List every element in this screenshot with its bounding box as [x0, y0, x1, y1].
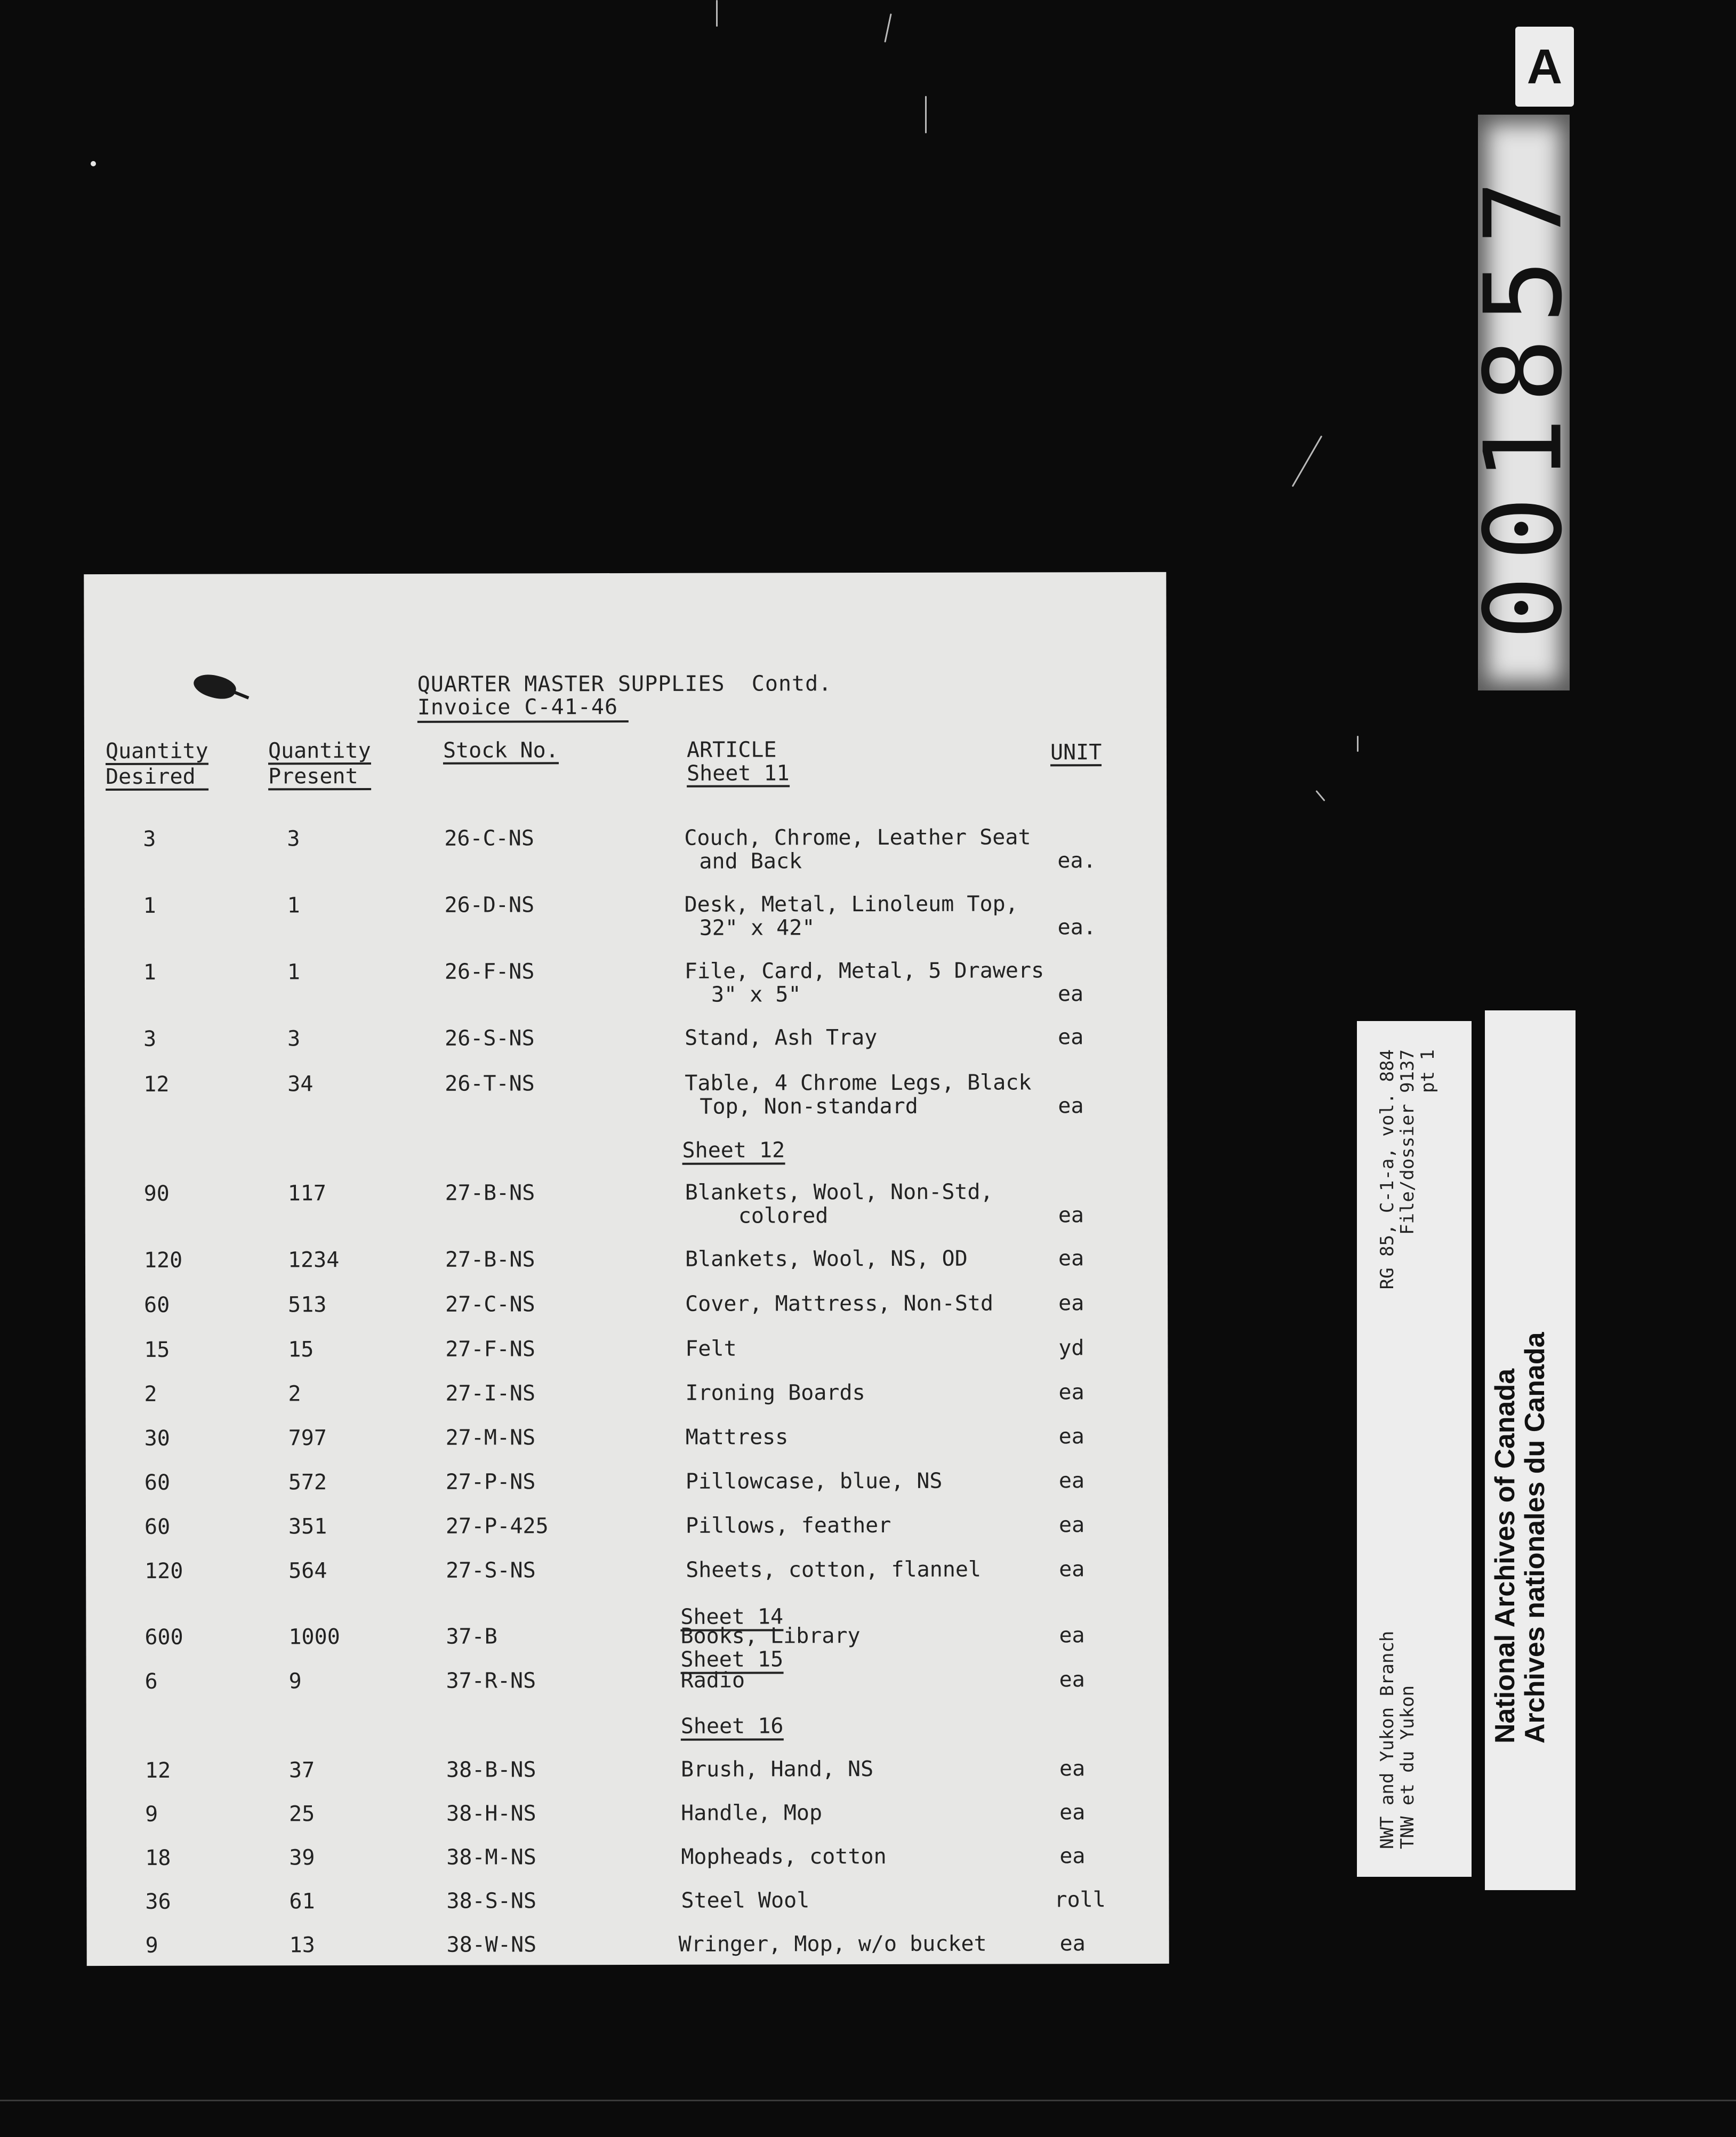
cell-stock-no: 26-S-NS — [445, 1026, 535, 1051]
article-line: Books, Library — [680, 1624, 861, 1649]
col-header-line: ARTICLE — [686, 737, 777, 762]
sheet-label: Sheet 16 — [681, 1714, 784, 1740]
col-header-line: Desired — [106, 765, 208, 791]
reference-line: RG 85, C-1-a, vol. 884 — [1376, 1049, 1398, 1289]
cell-article — [681, 1889, 809, 1913]
archive-name — [1490, 1157, 1570, 1744]
cell-qty-present: 2 — [288, 1381, 301, 1407]
cell-stock-no: 38-S-NS — [446, 1889, 537, 1914]
cell-qty-desired: 1 — [143, 960, 156, 985]
frame-number-tag — [1461, 115, 1586, 690]
archive-reference-card — [1357, 1021, 1472, 1877]
title-text: QUARTER MASTER SUPPLIES — [417, 671, 725, 697]
cell-qty-present: 1 — [287, 893, 300, 918]
table-row — [86, 1844, 1169, 1894]
film-scratch — [925, 96, 927, 133]
cell-unit: ea — [1059, 1623, 1085, 1648]
film-frame-edge — [0, 2100, 1736, 2101]
cell-qty-desired: 60 — [144, 1292, 170, 1317]
cell-qty-desired: 3 — [143, 826, 156, 851]
cell-qty-present: 15 — [288, 1337, 314, 1362]
cell-unit: ea — [1058, 1025, 1084, 1050]
cell-unit: ea — [1058, 1203, 1084, 1228]
cell-article — [685, 1071, 1031, 1118]
cell-article — [685, 892, 1018, 939]
cell-qty-present: 37 — [288, 1758, 315, 1783]
cell-article — [685, 959, 1044, 1006]
cell-stock-no: 27-M-NS — [445, 1425, 536, 1450]
film-scratch — [716, 0, 718, 27]
cell-unit: ea — [1058, 1380, 1084, 1405]
reference-text — [1361, 1049, 1468, 1849]
article-line: Radio — [680, 1668, 745, 1693]
cell-article — [686, 1558, 981, 1582]
cell-stock-no: 27-B-NS — [445, 1247, 535, 1272]
reference-line: File/dossier 9137 — [1396, 1049, 1418, 1235]
invoice-number — [417, 695, 629, 720]
cell-qty-present: 1234 — [287, 1248, 340, 1273]
sheet-label: Sheet 11 — [687, 761, 790, 787]
cell-qty-desired: 12 — [144, 1758, 171, 1783]
table-row — [85, 959, 1167, 1009]
ink-blot — [191, 669, 238, 704]
sheet-label: Sheet 14 — [680, 1604, 783, 1631]
cell-qty-desired: 120 — [144, 1558, 183, 1584]
title-contd: Contd. — [751, 671, 832, 696]
cell-stock-no: 27-B-NS — [445, 1180, 535, 1206]
cell-article — [685, 1337, 736, 1361]
cell-qty-present: 1000 — [288, 1625, 340, 1650]
col-header-line: UNIT — [1050, 741, 1102, 766]
cell-article — [681, 1801, 822, 1825]
table-row — [87, 1932, 1169, 1982]
cell-qty-desired: 15 — [144, 1337, 170, 1362]
film-scratch — [1357, 736, 1359, 752]
cell-stock-no: 27-F-NS — [445, 1337, 535, 1362]
cell-unit: ea — [1059, 1557, 1085, 1582]
cell-stock-no: 37-R-NS — [446, 1668, 536, 1693]
cell-stock-no: 27-S-NS — [446, 1558, 536, 1583]
cell-unit: ea — [1058, 1246, 1084, 1271]
cell-qty-desired: 120 — [143, 1248, 183, 1273]
frame-letter-tag — [1515, 27, 1574, 107]
cell-stock-no: 27-C-NS — [445, 1292, 535, 1317]
cell-unit: ea. — [1057, 848, 1096, 873]
table-row — [86, 1425, 1168, 1475]
cell-qty-present: 3 — [287, 1026, 301, 1051]
cell-unit: ea — [1059, 1667, 1085, 1692]
table-row — [86, 1757, 1169, 1807]
archive-name-card — [1485, 1010, 1576, 1890]
table-row — [85, 1247, 1168, 1297]
archive-name-en: National Archives of Canada — [1490, 1368, 1521, 1744]
cell-unit: ea — [1059, 1800, 1086, 1825]
table-row — [85, 1025, 1167, 1075]
article-line: 3" x 5" — [711, 982, 801, 1007]
cell-qty-present: 61 — [289, 1889, 315, 1914]
cell-qty-desired: 6 — [144, 1669, 158, 1694]
cell-qty-desired: 1 — [143, 893, 156, 918]
table-row — [85, 1380, 1168, 1431]
col-header-line: Quantity — [268, 739, 371, 765]
cell-stock-no: 26-D-NS — [444, 893, 535, 918]
cell-unit: yd — [1058, 1336, 1084, 1361]
cell-qty-present: 3 — [287, 826, 300, 851]
cell-article — [685, 1292, 993, 1316]
cell-stock-no: 26-T-NS — [445, 1071, 535, 1096]
cell-stock-no: 38-W-NS — [446, 1932, 537, 1957]
cell-unit: roll — [1054, 1887, 1106, 1913]
cell-qty-present: 39 — [289, 1845, 315, 1870]
article-line: Couch, Chrome, Leather Seat — [684, 825, 1031, 850]
cell-unit: ea — [1058, 1513, 1085, 1538]
cell-qty-desired: 18 — [145, 1845, 171, 1870]
table-row — [86, 1888, 1169, 1938]
table-row — [86, 1801, 1169, 1851]
article-line: Mattress — [685, 1425, 789, 1450]
cell-article — [679, 1932, 987, 1956]
reference-line: pt 1 — [1417, 1049, 1438, 1093]
cell-unit: ea — [1059, 1931, 1086, 1956]
table-row — [86, 1668, 1169, 1718]
film-scratch — [884, 13, 891, 42]
article-line: Mopheads, cotton — [681, 1844, 887, 1869]
film-scratch — [1315, 790, 1325, 801]
reference-line: NWT and Yukon Branch — [1376, 1630, 1398, 1849]
cell-unit: ea — [1058, 1468, 1085, 1493]
article-line: Steel Wool — [681, 1888, 810, 1913]
reference-line: TNW et du Yukon — [1396, 1685, 1418, 1849]
article-line: colored — [738, 1203, 829, 1228]
article-line: Pillows, feather — [685, 1513, 891, 1538]
sheet-label: Sheet 15 — [680, 1647, 783, 1674]
cell-article — [686, 1514, 891, 1538]
cell-qty-desired: 90 — [143, 1181, 170, 1206]
article-line: Stand, Ash Tray — [685, 1025, 878, 1050]
article-line: Ironing Boards — [685, 1380, 865, 1405]
cell-stock-no: 27-P-425 — [445, 1514, 549, 1539]
table-row — [85, 1180, 1168, 1230]
table-row — [85, 1071, 1167, 1121]
cell-article — [681, 1845, 886, 1869]
cell-article — [684, 825, 1031, 873]
col-header-line: Quantity — [106, 740, 208, 765]
cell-unit: ea — [1058, 1094, 1084, 1119]
cell-article — [680, 1624, 860, 1648]
table-row — [86, 1624, 1168, 1674]
cell-stock-no: 37-B — [446, 1624, 497, 1649]
cell-qty-present: 13 — [289, 1933, 315, 1958]
article-line: Desk, Metal, Linoleum Top, — [684, 891, 1018, 917]
article-line: Blankets, Wool, NS, OD — [685, 1246, 968, 1272]
cell-qty-desired: 600 — [144, 1625, 183, 1650]
cell-stock-no: 38-M-NS — [446, 1845, 536, 1870]
sheet-label: Sheet 12 — [682, 1138, 785, 1164]
cell-stock-no: 27-P-NS — [445, 1469, 536, 1495]
col-header-quantity-desired — [106, 740, 208, 791]
invoice-text: Invoice C-41-46 — [417, 695, 629, 723]
frame-letter: A — [1526, 39, 1563, 94]
col-header-quantity-present — [268, 739, 371, 790]
article-line: Top, Non-standard — [700, 1094, 918, 1119]
page-title — [417, 671, 832, 697]
col-header-line: Present — [268, 765, 371, 790]
cell-qty-present: 34 — [287, 1072, 314, 1097]
cell-unit: ea — [1059, 1844, 1086, 1869]
cell-article — [686, 1425, 789, 1449]
table-row — [84, 825, 1167, 875]
cell-qty-desired: 30 — [144, 1426, 170, 1451]
article-line: Wringer, Mop, w/o bucket — [678, 1931, 987, 1957]
article-line: Blankets, Wool, Non-Std, — [685, 1179, 993, 1205]
table-row — [85, 1291, 1168, 1341]
article-line: Brush, Hand, NS — [680, 1757, 874, 1782]
cell-qty-present: 25 — [289, 1802, 315, 1827]
cell-article — [686, 1469, 943, 1493]
col-header-unit — [1050, 741, 1102, 766]
cell-stock-no: 26-C-NS — [444, 826, 534, 851]
cell-qty-present: 513 — [288, 1292, 327, 1317]
col-header-line: Stock No. — [443, 738, 559, 764]
film-speck — [91, 161, 96, 166]
cell-qty-present: 564 — [288, 1558, 327, 1584]
cell-unit: ea. — [1057, 915, 1096, 940]
cell-qty-desired: 60 — [144, 1470, 171, 1495]
cell-qty-desired: 60 — [144, 1514, 171, 1539]
cell-qty-desired: 9 — [145, 1933, 158, 1958]
cell-article — [681, 1669, 745, 1692]
table-row — [86, 1469, 1168, 1519]
article-line: Cover, Mattress, Non-Std — [685, 1291, 994, 1316]
cell-qty-desired: 9 — [145, 1802, 158, 1827]
cell-unit: ea — [1059, 1756, 1086, 1781]
cell-article — [685, 1026, 877, 1050]
cell-article — [685, 1247, 968, 1271]
cell-qty-present: 117 — [287, 1181, 326, 1206]
table-row — [85, 892, 1167, 942]
archive-name-fr: Archives nationales du Canada — [1520, 1332, 1550, 1744]
film-scratch — [1292, 436, 1323, 487]
table-row — [86, 1513, 1168, 1563]
cell-qty-present: 1 — [287, 960, 300, 985]
table-row — [85, 1336, 1168, 1386]
cell-qty-present: 797 — [288, 1426, 327, 1451]
cell-article — [681, 1757, 873, 1781]
cell-qty-desired: 36 — [145, 1889, 171, 1914]
col-header-article — [687, 738, 790, 787]
cell-unit: ea — [1057, 982, 1084, 1007]
cell-article — [685, 1180, 993, 1228]
cell-unit: ea — [1058, 1424, 1084, 1449]
article-line: Table, 4 Chrome Legs, Black — [685, 1070, 1032, 1096]
frame-number: 001857 — [1461, 165, 1586, 640]
cell-qty-present: 351 — [288, 1514, 327, 1539]
article-line: and Back — [699, 849, 802, 874]
cell-qty-present: 9 — [288, 1669, 302, 1694]
cell-qty-desired: 12 — [143, 1072, 170, 1097]
cell-stock-no: 38-B-NS — [446, 1757, 536, 1782]
article-line: Pillowcase, blue, NS — [685, 1468, 943, 1494]
document-page — [84, 572, 1169, 1966]
table-row — [86, 1557, 1168, 1608]
article-line: Felt — [685, 1336, 737, 1361]
cell-stock-no: 27-I-NS — [445, 1381, 536, 1406]
cell-qty-desired: 2 — [144, 1381, 157, 1407]
cell-qty-present: 572 — [288, 1470, 327, 1495]
article-line: File, Card, Metal, 5 Drawers — [684, 958, 1044, 984]
article-line: 32" x 42" — [699, 915, 815, 941]
cell-stock-no: 38-H-NS — [446, 1801, 536, 1826]
cell-qty-desired: 3 — [143, 1026, 157, 1051]
cell-unit: ea — [1058, 1291, 1084, 1316]
article-line: Handle, Mop — [681, 1801, 823, 1826]
article-line: Sheets, cotton, flannel — [686, 1557, 982, 1582]
cell-article — [685, 1381, 865, 1405]
col-header-stock-no — [443, 738, 559, 764]
cell-stock-no: 26-F-NS — [444, 959, 535, 984]
